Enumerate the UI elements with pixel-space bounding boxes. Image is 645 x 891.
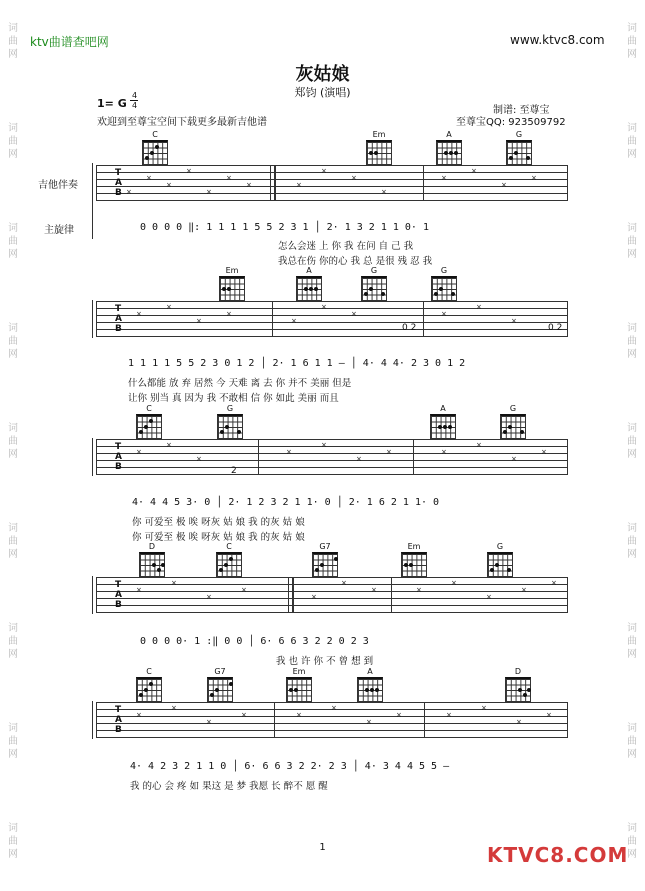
chord-diagram bbox=[505, 667, 531, 702]
finger-dot bbox=[370, 688, 374, 692]
system-brace bbox=[92, 576, 97, 614]
left-watermark: 词曲网 bbox=[8, 723, 18, 760]
finger-dot bbox=[150, 151, 154, 155]
song-title: 灰姑娘 bbox=[295, 64, 350, 85]
chord-diagram bbox=[219, 266, 245, 301]
left-watermark: 词曲网 bbox=[8, 123, 18, 160]
chord-diagram bbox=[487, 542, 513, 577]
tab-note-mark: × bbox=[321, 167, 327, 175]
finger-dot bbox=[219, 568, 223, 572]
key-signature: 1= G bbox=[97, 97, 127, 110]
tab-note-mark: × bbox=[516, 718, 522, 726]
chord-grid bbox=[139, 552, 165, 577]
chord-diagram bbox=[366, 130, 392, 165]
finger-dot bbox=[215, 688, 219, 692]
tab-note-mark: × bbox=[196, 317, 202, 325]
finger-dot bbox=[518, 688, 522, 692]
chord-grid bbox=[430, 414, 456, 439]
chord-diagram bbox=[139, 542, 165, 577]
chord-name: C bbox=[146, 667, 152, 676]
welcome-text: 欢迎到至尊宝空间下载更多最新吉他谱 bbox=[97, 117, 267, 128]
chord-diagram bbox=[136, 667, 162, 702]
tab-clef-a: A bbox=[115, 178, 122, 188]
chord-grid bbox=[217, 414, 243, 439]
chord-grid bbox=[357, 677, 383, 702]
finger-dot bbox=[229, 557, 233, 561]
left-watermark: 词曲网 bbox=[8, 423, 18, 460]
finger-dot bbox=[334, 557, 338, 561]
tab-note-mark: × bbox=[136, 586, 142, 594]
finger-dot bbox=[523, 693, 527, 697]
chord-diagram bbox=[357, 667, 383, 702]
tab-note-mark: × bbox=[381, 188, 387, 196]
finger-dot bbox=[507, 568, 511, 572]
finger-dot bbox=[304, 287, 308, 291]
tab-note-mark: × bbox=[521, 586, 527, 594]
chord-grid bbox=[436, 140, 462, 165]
tab-clef-a: A bbox=[115, 590, 122, 600]
chord-name: G bbox=[496, 542, 504, 551]
chord-diagram bbox=[286, 667, 312, 702]
finger-dot bbox=[152, 563, 156, 567]
finger-dot bbox=[157, 568, 161, 572]
page-number: 1 bbox=[319, 842, 326, 853]
chord-name: G bbox=[440, 266, 448, 275]
tab-note-mark: × bbox=[351, 174, 357, 182]
finger-dot bbox=[227, 287, 231, 291]
system-brace bbox=[92, 438, 97, 476]
tab-note-mark: × bbox=[446, 711, 452, 719]
chord-grid bbox=[505, 677, 531, 702]
tab-note-mark: × bbox=[321, 303, 327, 311]
lyrics-verse-1: 我 也 许 你 不 曾 想 到 bbox=[276, 656, 374, 667]
lyrics-verse-2: 我总在伤 你的心 我 总 是很 残 忍 我 bbox=[278, 256, 433, 267]
jianpu-line: 4· 4 2 3 2 1 1 0 │ 6· 6 6 3 2 2· 2 3 │ 4· 3 4 4 5 5 — bbox=[130, 761, 450, 772]
finger-dot bbox=[490, 568, 494, 572]
finger-dot bbox=[315, 568, 319, 572]
chord-diagram bbox=[401, 542, 427, 577]
jianpu-line: 0 0 0 0· 1 :‖ 0 0 │ 6· 6 6 3 2 2 0 2 3 bbox=[140, 636, 369, 647]
chord-grid bbox=[216, 552, 242, 577]
finger-dot bbox=[375, 688, 379, 692]
chord-diagram bbox=[430, 404, 456, 439]
chord-diagram bbox=[136, 404, 162, 439]
chord-name: G7 bbox=[214, 667, 226, 676]
tab-note-mark: × bbox=[136, 448, 142, 456]
chord-diagram bbox=[207, 667, 233, 702]
finger-dot bbox=[381, 292, 385, 296]
finger-dot bbox=[503, 430, 507, 434]
site-url-right[interactable]: www.ktvc8.com bbox=[510, 33, 605, 47]
finger-dot bbox=[369, 287, 373, 291]
tab-note-mark: × bbox=[246, 181, 252, 189]
tab-note-mark: × bbox=[126, 188, 132, 196]
tab-note-mark: × bbox=[371, 586, 377, 594]
tab-note-mark: × bbox=[351, 310, 357, 318]
chord-name: G bbox=[509, 404, 517, 413]
right-watermark: 词曲网 bbox=[627, 723, 637, 760]
chord-name: A bbox=[306, 266, 312, 275]
finger-dot bbox=[443, 425, 447, 429]
chord-name: A bbox=[440, 404, 446, 413]
right-watermark: 词曲网 bbox=[627, 23, 637, 60]
tab-note-mark: × bbox=[311, 593, 317, 601]
chord-name: A bbox=[446, 130, 452, 139]
chord-grid bbox=[361, 276, 387, 301]
chord-name: C bbox=[226, 542, 232, 551]
chord-grid bbox=[500, 414, 526, 439]
tab-clef-b: B bbox=[115, 600, 122, 610]
finger-dot bbox=[237, 430, 241, 434]
tab-note-mark: × bbox=[356, 455, 362, 463]
tab-note-mark: × bbox=[321, 441, 327, 449]
chord-grid bbox=[136, 414, 162, 439]
chord-name: D bbox=[148, 542, 156, 551]
chord-name: Em bbox=[292, 667, 306, 676]
time-signature-top: 4 bbox=[132, 91, 138, 100]
finger-dot bbox=[144, 425, 148, 429]
finger-dot bbox=[409, 563, 413, 567]
finger-dot bbox=[144, 688, 148, 692]
tab-fret-number: 0 2 bbox=[402, 323, 417, 333]
lyrics-verse-1: 怎么会迷 上 你 我 在问 自 己 我 bbox=[278, 241, 414, 252]
tab-clef-b: B bbox=[115, 725, 122, 735]
chord-name: Em bbox=[225, 266, 239, 275]
system-brace bbox=[92, 300, 97, 338]
tab-note-mark: × bbox=[366, 718, 372, 726]
finger-dot bbox=[520, 430, 524, 434]
tab-note-mark: × bbox=[386, 448, 392, 456]
tab-clef-b: B bbox=[115, 324, 122, 334]
tab-clef-b: B bbox=[115, 188, 122, 198]
tab-note-mark: × bbox=[296, 181, 302, 189]
time-signature-bottom: 4 bbox=[132, 101, 138, 110]
tab-note-mark: × bbox=[416, 586, 422, 594]
tab-clef-a: A bbox=[115, 715, 122, 725]
tab-note-mark: × bbox=[331, 704, 337, 712]
finger-dot bbox=[314, 287, 318, 291]
tab-clef-t: T bbox=[115, 304, 122, 314]
finger-dot bbox=[145, 156, 149, 160]
tab-note-mark: × bbox=[476, 441, 482, 449]
lyrics-verse-2: 你 可爱至 极 唉 呀灰 姑 娘 我 的灰 姑 娘 bbox=[132, 532, 305, 543]
finger-dot bbox=[509, 156, 513, 160]
finger-dot bbox=[438, 425, 442, 429]
melody-row-label: 主旋律 bbox=[44, 225, 74, 236]
chord-diagram bbox=[361, 266, 387, 301]
arranger-credit: 制谱: 至尊宝 bbox=[493, 105, 550, 116]
left-watermark: 词曲网 bbox=[8, 223, 18, 260]
finger-dot bbox=[451, 292, 455, 296]
tab-note-mark: × bbox=[171, 704, 177, 712]
tab-note-mark: × bbox=[441, 448, 447, 456]
chord-diagram bbox=[431, 266, 457, 301]
tab-note-mark: × bbox=[486, 593, 492, 601]
right-watermark: 词曲网 bbox=[627, 223, 637, 260]
finger-dot bbox=[149, 682, 153, 686]
tab-note-mark: × bbox=[206, 718, 212, 726]
finger-dot bbox=[444, 151, 448, 155]
chord-diagram bbox=[312, 542, 338, 577]
tab-fret-number: 0 2 bbox=[548, 323, 563, 333]
chord-grid bbox=[286, 677, 312, 702]
right-watermark: 词曲网 bbox=[627, 623, 637, 660]
finger-dot bbox=[210, 693, 214, 697]
finger-dot bbox=[404, 563, 408, 567]
tab-note-mark: × bbox=[471, 167, 477, 175]
left-watermark: 词曲网 bbox=[8, 623, 18, 660]
tab-note-mark: × bbox=[241, 586, 247, 594]
finger-dot bbox=[439, 287, 443, 291]
finger-dot bbox=[526, 156, 530, 160]
finger-dot bbox=[220, 430, 224, 434]
tab-note-mark: × bbox=[226, 174, 232, 182]
finger-dot bbox=[495, 563, 499, 567]
tab-clef-t: T bbox=[115, 168, 122, 178]
lyrics-verse-2: 让你 别当 真 因为 我 不敢相 信 你 如此 美丽 而且 bbox=[128, 393, 339, 404]
lyrics-verse-1: 什么都能 放 弃 居然 今 天难 离 去 你 并不 美丽 但是 bbox=[128, 378, 352, 389]
tab-clef-t: T bbox=[115, 705, 122, 715]
finger-dot bbox=[434, 292, 438, 296]
tab-note-mark: × bbox=[546, 711, 552, 719]
finger-dot bbox=[225, 425, 229, 429]
finger-dot bbox=[149, 419, 153, 423]
finger-dot bbox=[289, 688, 293, 692]
tab-fret-number: 2 bbox=[231, 466, 237, 476]
chord-diagram bbox=[500, 404, 526, 439]
right-watermark: 词曲网 bbox=[627, 823, 637, 860]
tab-note-mark: × bbox=[451, 579, 457, 587]
jianpu-line: 1 1 1 1 5 5 2 3 0 1 2 │ 2· 1 6 1 1 — │ 4· 4 4· 2 3 0 1 2 bbox=[128, 358, 466, 369]
site-name-left[interactable]: ktv曲谱查吧网 bbox=[30, 35, 109, 49]
finger-dot bbox=[161, 563, 165, 567]
arranger-qq: 至尊宝QQ: 923509792 bbox=[456, 117, 566, 128]
finger-dot bbox=[448, 425, 452, 429]
chord-grid bbox=[219, 276, 245, 301]
tab-note-mark: × bbox=[286, 448, 292, 456]
site-logo[interactable]: KTVC8.COM bbox=[487, 843, 629, 867]
tab-note-mark: × bbox=[186, 167, 192, 175]
guitar-row-label: 吉他伴奏 bbox=[38, 180, 78, 191]
left-watermark: 词曲网 bbox=[8, 23, 18, 60]
jianpu-line: 4· 4 4 5 3· 0 │ 2· 1 2 3 2 1 1· 0 │ 2· 1 6 2 1 1· 0 bbox=[132, 497, 440, 508]
tab-note-mark: × bbox=[551, 579, 557, 587]
finger-dot bbox=[365, 688, 369, 692]
finger-dot bbox=[527, 688, 531, 692]
chord-diagram bbox=[296, 266, 322, 301]
finger-dot bbox=[369, 151, 373, 155]
tab-clef-b: B bbox=[115, 462, 122, 472]
finger-dot bbox=[364, 292, 368, 296]
lyrics-verse-1: 我 的心 会 疼 如 果这 是 梦 我愿 长 醉不 愿 醒 bbox=[130, 781, 328, 792]
chord-name: A bbox=[367, 667, 373, 676]
chord-grid bbox=[506, 140, 532, 165]
tab-note-mark: × bbox=[501, 181, 507, 189]
finger-dot bbox=[508, 425, 512, 429]
tab-note-mark: × bbox=[166, 181, 172, 189]
tab-clef-a: A bbox=[115, 452, 122, 462]
time-signature-rule bbox=[130, 100, 138, 101]
finger-dot bbox=[374, 151, 378, 155]
chord-name: Em bbox=[407, 542, 421, 551]
tab-clef-t: T bbox=[115, 442, 122, 452]
chord-name: C bbox=[146, 404, 152, 413]
tab-note-mark: × bbox=[136, 310, 142, 318]
right-watermark: 词曲网 bbox=[627, 423, 637, 460]
chord-grid bbox=[366, 140, 392, 165]
right-watermark: 词曲网 bbox=[627, 323, 637, 360]
tab-note-mark: × bbox=[476, 303, 482, 311]
tab-note-mark: × bbox=[341, 579, 347, 587]
chord-name: G7 bbox=[319, 542, 331, 551]
song-artist: 郑钧 (演唱) bbox=[294, 86, 351, 99]
finger-dot bbox=[139, 430, 143, 434]
tab-clef-a: A bbox=[115, 314, 122, 324]
left-watermark: 词曲网 bbox=[8, 323, 18, 360]
chord-name: G bbox=[370, 266, 378, 275]
tab-note-mark: × bbox=[291, 317, 297, 325]
chord-name: D bbox=[514, 667, 522, 676]
chord-name: G bbox=[515, 130, 523, 139]
chord-grid bbox=[207, 677, 233, 702]
chord-diagram bbox=[506, 130, 532, 165]
chord-grid bbox=[312, 552, 338, 577]
tab-note-mark: × bbox=[531, 174, 537, 182]
tab-note-mark: × bbox=[241, 711, 247, 719]
finger-dot bbox=[514, 151, 518, 155]
tab-clef-t: T bbox=[115, 580, 122, 590]
chord-grid bbox=[296, 276, 322, 301]
lyrics-verse-1: 你 可爱至 极 唉 呀灰 姑 娘 我 的灰 姑 娘 bbox=[132, 517, 305, 528]
tab-note-mark: × bbox=[146, 174, 152, 182]
tab-note-mark: × bbox=[196, 455, 202, 463]
finger-dot bbox=[229, 682, 233, 686]
tab-note-mark: × bbox=[441, 310, 447, 318]
tab-note-mark: × bbox=[206, 593, 212, 601]
tab-note-mark: × bbox=[481, 704, 487, 712]
chord-grid bbox=[487, 552, 513, 577]
chord-name: Em bbox=[372, 130, 386, 139]
tab-note-mark: × bbox=[226, 310, 232, 318]
finger-dot bbox=[454, 151, 458, 155]
chord-diagram bbox=[217, 404, 243, 439]
chord-diagram bbox=[216, 542, 242, 577]
tab-note-mark: × bbox=[441, 174, 447, 182]
tab-note-mark: × bbox=[166, 441, 172, 449]
system-brace bbox=[92, 701, 97, 739]
tab-note-mark: × bbox=[171, 579, 177, 587]
tab-note-mark: × bbox=[296, 711, 302, 719]
tab-note-mark: × bbox=[136, 711, 142, 719]
left-watermark: 词曲网 bbox=[8, 523, 18, 560]
jianpu-line: 0 0 0 0 ‖: 1 1 1 1 5 5 2 3 1 │ 2· 1 3 2 1 1 0· 1 bbox=[140, 222, 429, 233]
chord-diagram bbox=[436, 130, 462, 165]
chord-grid bbox=[401, 552, 427, 577]
finger-dot bbox=[294, 688, 298, 692]
tab-note-mark: × bbox=[206, 188, 212, 196]
chord-name: G bbox=[226, 404, 234, 413]
chord-grid bbox=[142, 140, 168, 165]
finger-dot bbox=[155, 145, 159, 149]
chord-grid bbox=[431, 276, 457, 301]
chord-diagram bbox=[142, 130, 168, 165]
tab-note-mark: × bbox=[511, 317, 517, 325]
chord-grid bbox=[136, 677, 162, 702]
tab-note-mark: × bbox=[166, 303, 172, 311]
finger-dot bbox=[309, 287, 313, 291]
left-watermark: 词曲网 bbox=[8, 823, 18, 860]
finger-dot bbox=[449, 151, 453, 155]
right-watermark: 词曲网 bbox=[627, 123, 637, 160]
tab-note-mark: × bbox=[541, 448, 547, 456]
right-watermark: 词曲网 bbox=[627, 523, 637, 560]
tab-note-mark: × bbox=[511, 455, 517, 463]
finger-dot bbox=[320, 563, 324, 567]
chord-name: C bbox=[152, 130, 158, 139]
finger-dot bbox=[224, 563, 228, 567]
finger-dot bbox=[139, 693, 143, 697]
finger-dot bbox=[222, 287, 226, 291]
tab-note-mark: × bbox=[396, 711, 402, 719]
